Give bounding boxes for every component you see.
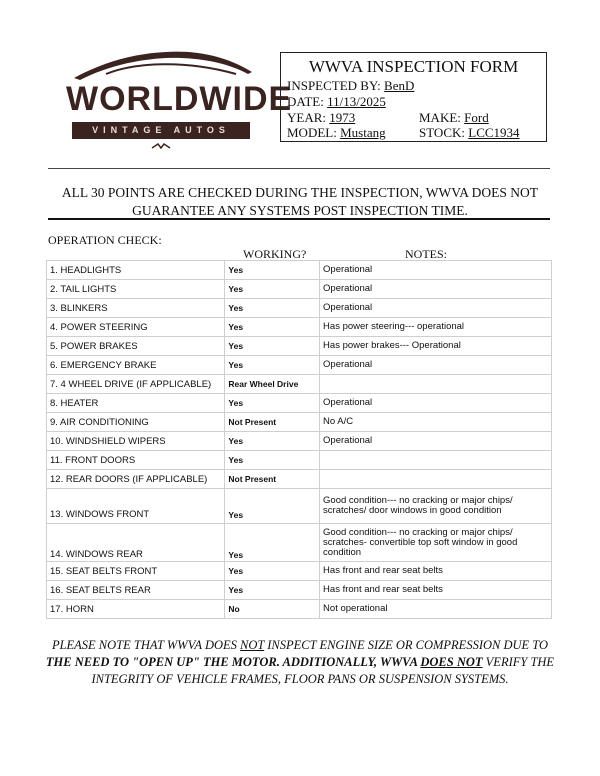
year-label: YEAR: [287, 110, 326, 125]
check-working: Not Present [225, 413, 320, 432]
check-item: 14. WINDOWS REAR [47, 524, 225, 562]
divider-bottom [48, 218, 550, 220]
make-value: Ford [464, 110, 489, 125]
model-label: MODEL: [287, 125, 337, 140]
check-item: 15. SEAT BELTS FRONT [47, 562, 225, 581]
check-notes: Has front and rear seat belts [320, 562, 552, 581]
check-notes: Operational [320, 299, 552, 318]
check-working: Yes [225, 489, 320, 524]
check-notes: Good condition--- no cracking or major chips/ scratches/ door windows in good condition [320, 489, 552, 524]
year-line [287, 110, 355, 126]
notes-column-header: NOTES: [405, 247, 447, 261]
check-working: Yes [225, 318, 320, 337]
check-row [47, 375, 552, 394]
check-notes: Has power brakes--- Operational [320, 337, 552, 356]
check-notes [320, 451, 552, 470]
disclaimer-line-1: ALL 30 POINTS ARE CHECKED DURING THE INSPECTION, WWVA DOES NOT [61, 185, 539, 200]
check-row [47, 261, 552, 280]
logo-ornament-icon [66, 142, 256, 154]
check-item: 4. POWER STEERING [47, 318, 225, 337]
check-row [47, 432, 552, 451]
check-row [47, 318, 552, 337]
check-item: 3. BLINKERS [47, 299, 225, 318]
check-row [47, 470, 552, 489]
check-row [47, 562, 552, 581]
date-label: DATE: [287, 94, 324, 109]
check-working: Yes [225, 280, 320, 299]
check-item: 1. HEADLIGHTS [47, 261, 225, 280]
check-row [47, 337, 552, 356]
company-logo [66, 44, 293, 154]
check-item: 6. EMERGENCY BRAKE [47, 356, 225, 375]
check-item: 7. 4 WHEEL DRIVE (IF APPLICABLE) [47, 375, 225, 394]
check-notes: Not operational [320, 600, 552, 619]
check-working: Yes [225, 432, 320, 451]
check-working: Yes [225, 524, 320, 562]
check-notes: Has power steering--- operational [320, 318, 552, 337]
footer-text-1: PLEASE NOTE THAT WWVA DOES [51, 638, 241, 652]
footer-note [40, 637, 560, 688]
check-working: Yes [225, 451, 320, 470]
model-line [287, 125, 386, 141]
check-item: 17. HORN [47, 600, 225, 619]
stock-value: LCC1934 [468, 125, 520, 140]
check-notes: Operational [320, 356, 552, 375]
inspected-by-value: BenD [384, 78, 415, 93]
check-row [47, 299, 552, 318]
divider-top [48, 168, 550, 169]
check-notes: Good condition--- no cracking or major chips/ scratches- convertible top soft window in good condition [320, 524, 552, 562]
footer-text-2: INSPECT ENGINE SIZE OR COMPRESSION DUE TO [264, 638, 549, 652]
disclaimer-line-2: GUARANTEE ANY SYSTEMS POST INSPECTION TIME. [132, 203, 468, 218]
check-working: Yes [225, 299, 320, 318]
form-title: WWVA INSPECTION FORM [308, 57, 519, 76]
check-item: 5. POWER BRAKES [47, 337, 225, 356]
inspected-by-label: INSPECTED BY: [287, 78, 381, 93]
check-notes: Operational [320, 394, 552, 413]
check-notes: Has front and rear seat belts [320, 581, 552, 600]
check-working: Not Present [225, 470, 320, 489]
footer-bold-text: THE NEED TO "OPEN UP" THE MOTOR. ADDITIONALLY, WWVA [45, 655, 421, 669]
stock-label: STOCK: [419, 125, 465, 140]
check-item: 12. REAR DOORS (IF APPLICABLE) [47, 470, 225, 489]
footer-line-1 [40, 637, 560, 654]
check-item: 10. WINDSHIELD WIPERS [47, 432, 225, 451]
logo-wordmark: WORLDWIDE [66, 80, 293, 118]
check-item: 11. FRONT DOORS [47, 451, 225, 470]
check-item: 8. HEATER [47, 394, 225, 413]
footer-text-3: VERIFY THE [482, 655, 555, 669]
footer-emphasis-does-not: DOES NOT [420, 655, 483, 669]
stock-line [419, 125, 520, 141]
check-row [47, 413, 552, 432]
date-value: 11/13/2025 [327, 94, 386, 109]
operation-check-table [46, 260, 552, 619]
check-working: No [225, 600, 320, 619]
check-notes: No A/C [320, 413, 552, 432]
working-column-header: WORKING? [243, 247, 307, 261]
check-working: Yes [225, 356, 320, 375]
check-item: 9. AIR CONDITIONING [47, 413, 225, 432]
date-line [287, 94, 386, 110]
check-row [47, 394, 552, 413]
disclaimer-text [40, 184, 560, 220]
footer-emphasis-not: NOT [240, 638, 265, 652]
check-row [47, 524, 552, 562]
make-label: MAKE: [419, 110, 461, 125]
inspection-info-box [280, 52, 547, 142]
operation-check-label: OPERATION CHECK: [48, 233, 162, 247]
check-working: Yes [225, 337, 320, 356]
year-value: 1973 [329, 110, 356, 125]
check-working: Rear Wheel Drive [225, 375, 320, 394]
inspected-by-line [287, 78, 414, 94]
model-value: Mustang [340, 125, 386, 140]
check-working: Yes [225, 581, 320, 600]
check-working: Yes [225, 394, 320, 413]
check-row [47, 280, 552, 299]
check-notes [320, 470, 552, 489]
check-row [47, 489, 552, 524]
logo-tagline: VINTAGE AUTOS [72, 122, 250, 139]
car-silhouette-icon [66, 44, 256, 84]
footer-line-3: INTEGRITY OF VEHICLE FRAMES, FLOOR PANS OR SUSPENSION SYSTEMS. [91, 672, 509, 686]
check-item: 2. TAIL LIGHTS [47, 280, 225, 299]
check-working: Yes [225, 562, 320, 581]
footer-line-2 [40, 654, 560, 671]
check-row [47, 600, 552, 619]
check-row [47, 356, 552, 375]
check-notes: Operational [320, 280, 552, 299]
make-line [419, 110, 489, 126]
check-notes: Operational [320, 432, 552, 451]
check-row [47, 451, 552, 470]
check-working: Yes [225, 261, 320, 280]
check-item: 16. SEAT BELTS REAR [47, 581, 225, 600]
check-notes: Operational [320, 261, 552, 280]
check-row [47, 581, 552, 600]
check-item: 13. WINDOWS FRONT [47, 489, 225, 524]
check-notes [320, 375, 552, 394]
